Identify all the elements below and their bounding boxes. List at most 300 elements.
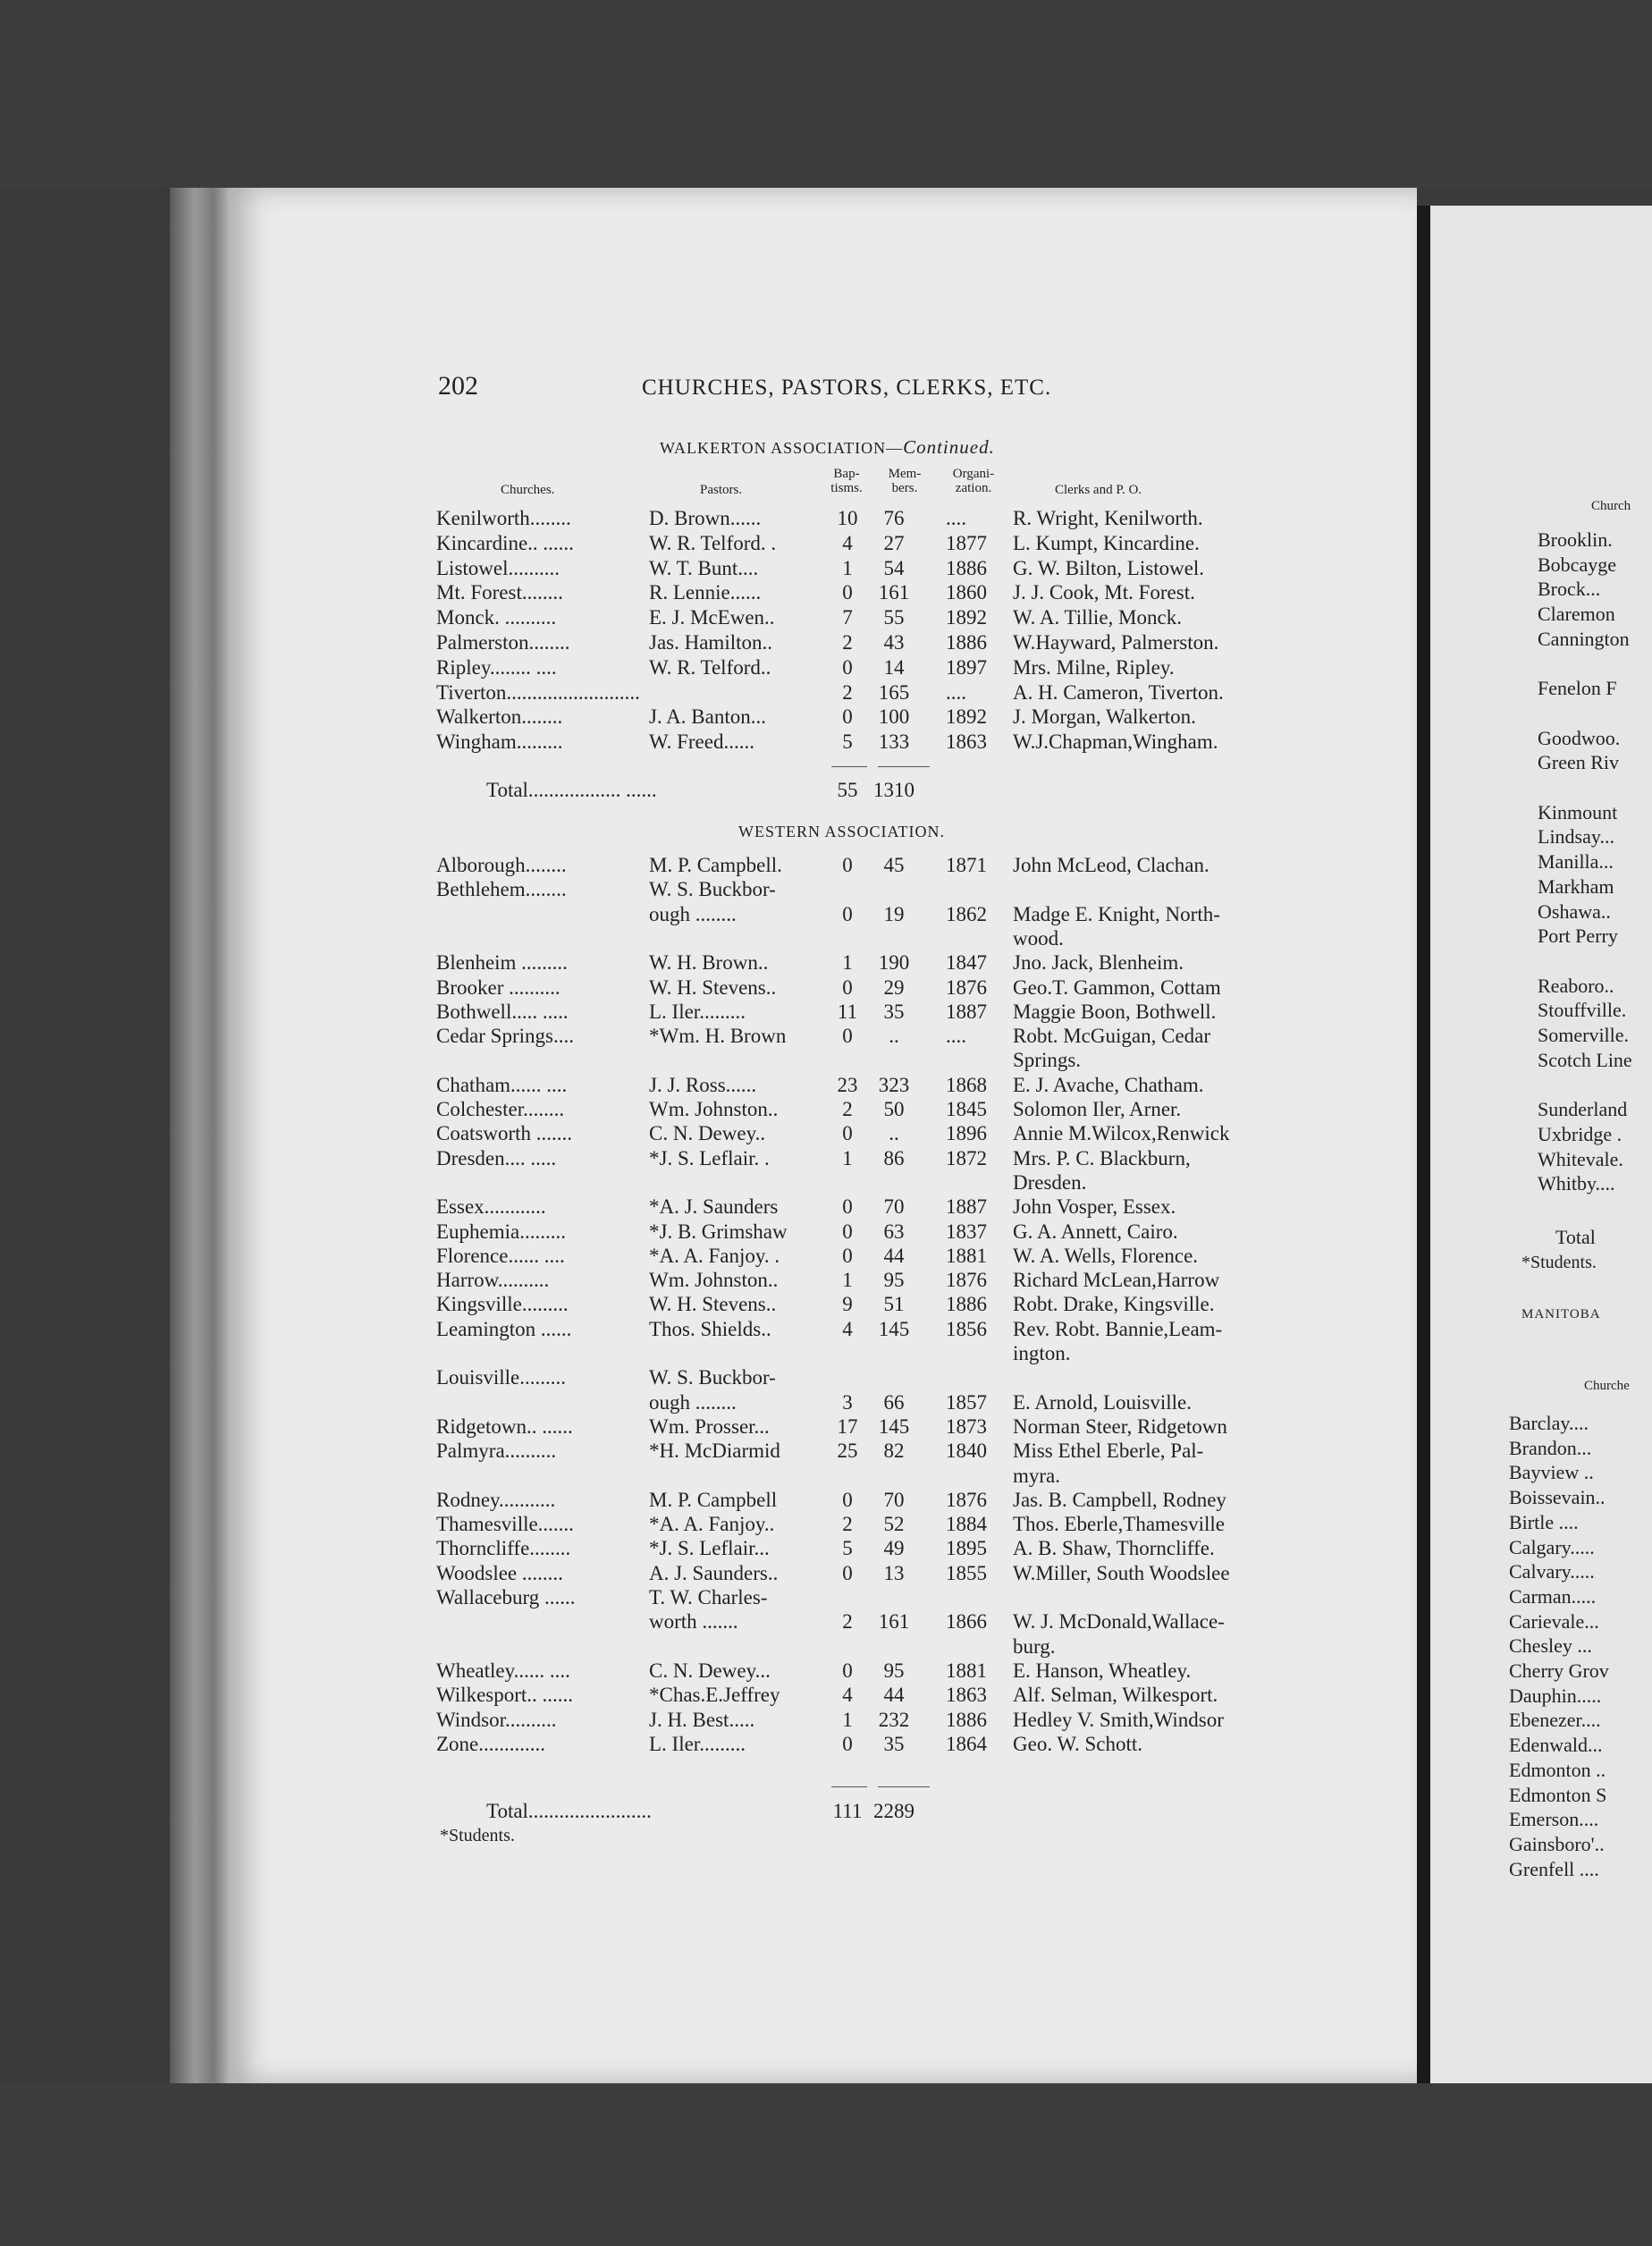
- walkerton-heading: [660, 436, 995, 459]
- header-baptisms-line1: Bap-: [833, 467, 860, 481]
- pastor-cell: J. H. Best.....: [649, 1708, 755, 1731]
- pastor-cell: *Wm. H. Brown: [649, 1025, 787, 1048]
- baptisms-cell: 5: [842, 1537, 853, 1560]
- pastor-cell: *A. A. Fanjoy..: [649, 1513, 775, 1536]
- scan-background-top: [0, 0, 1652, 188]
- right-list-item: Cherry Grov: [1509, 1659, 1609, 1682]
- baptisms-cell: 2: [842, 1610, 853, 1634]
- organization-cell: 1881: [946, 1659, 987, 1682]
- church-cell: Monck. ..........: [436, 606, 557, 629]
- baptisms-cell: 0: [842, 1659, 853, 1682]
- clerk-cell: W.J.Chapman,Wingham.: [1013, 730, 1218, 754]
- church-cell: Zone.............: [436, 1732, 546, 1755]
- clerk-cell: Robt. McGuigan, Cedar: [1013, 1025, 1211, 1048]
- table-row: [436, 1220, 1330, 1245]
- right-list-item: Stouffville.: [1538, 999, 1627, 1022]
- organization-cell: 1860: [946, 581, 987, 604]
- baptisms-cell: 1: [842, 1146, 853, 1169]
- pastor-cell: D. Brown......: [649, 507, 762, 529]
- church-cell: Woodslee ........: [436, 1561, 563, 1584]
- baptisms-cell: 0: [842, 975, 853, 999]
- organization-cell: 1881: [946, 1244, 987, 1267]
- clerk-cell: W.Miller, South Woodslee: [1013, 1561, 1230, 1584]
- church-cell: Windsor..........: [436, 1708, 557, 1731]
- baptisms-cell: 0: [842, 1025, 853, 1048]
- pastor-cell: W. H. Brown..: [649, 951, 769, 975]
- clerk-cell: E. Arnold, Louisville.: [1013, 1390, 1192, 1414]
- table-row: [436, 1024, 1330, 1049]
- pastor-cell: *J. B. Grimshaw: [649, 1220, 788, 1243]
- baptisms-cell: 0: [842, 1122, 853, 1145]
- right-list-item: Dauphin.....: [1509, 1684, 1602, 1707]
- pastor-cell: W. R. Telford. .: [649, 531, 777, 554]
- organization-cell: 1871: [946, 854, 987, 876]
- clerk-cell: Richard McLean,Harrow: [1013, 1269, 1220, 1292]
- church-cell: Ridgetown.. ......: [436, 1414, 573, 1438]
- clerk-cell: Mrs. P. C. Blackburn,: [1013, 1146, 1191, 1169]
- pastor-cell: W. H. Stevens..: [649, 975, 777, 999]
- clerk-cell: W.Hayward, Palmerston.: [1013, 631, 1219, 654]
- clerk-cell: Geo. W. Schott.: [1013, 1732, 1143, 1755]
- members-cell: 161: [878, 1610, 910, 1634]
- right-list-item: Bobcayge: [1538, 553, 1616, 576]
- members-cell: 165: [878, 680, 910, 704]
- right-list-item: Markham: [1538, 874, 1614, 898]
- church-cell: Palmyra..........: [436, 1440, 557, 1463]
- pastor-cell: L. Iler.........: [649, 1732, 746, 1755]
- church-cell: Rodney...........: [436, 1488, 556, 1511]
- right-list-item: Green Riv: [1538, 751, 1620, 774]
- table-row: [436, 605, 1330, 630]
- right-list-item: Brooklin.: [1538, 528, 1613, 551]
- organization-cell: 1868: [946, 1073, 987, 1096]
- baptisms-cell: 9: [842, 1293, 853, 1316]
- members-cell: ..: [889, 1122, 899, 1145]
- table-row: [436, 1659, 1330, 1684]
- table-row: [436, 950, 1330, 975]
- pastor-cell: Wm. Prosser...: [649, 1414, 770, 1438]
- church-cell: Mt. Forest........: [436, 581, 563, 604]
- book-spine: [170, 188, 232, 2083]
- clerk-cell: E. Hanson, Wheatley.: [1013, 1659, 1192, 1682]
- members-cell: 66: [883, 1390, 905, 1414]
- church-cell: Kenilworth........: [436, 507, 571, 529]
- clerk-cell: Miss Ethel Eberle, Pal-: [1013, 1440, 1204, 1463]
- organization-cell: 1840: [946, 1440, 987, 1463]
- church-cell: Wallaceburg ......: [436, 1586, 576, 1609]
- right-list-item: Lindsay...: [1538, 825, 1614, 849]
- right-header-churches-2: Churche: [1584, 1379, 1630, 1393]
- baptisms-cell: 0: [842, 1195, 853, 1219]
- table-row: [436, 1121, 1330, 1146]
- clerk-cell: Robt. Drake, Kingsville.: [1013, 1293, 1215, 1316]
- header-members-line2: bers.: [891, 481, 918, 495]
- baptisms-cell: 2: [842, 680, 853, 704]
- organization-cell: 1887: [946, 1000, 987, 1023]
- total-rule: [831, 766, 867, 767]
- right-list-item: Ebenezer....: [1509, 1709, 1601, 1732]
- members-cell: 35: [883, 1000, 905, 1023]
- table-row: [436, 580, 1330, 605]
- church-cell: Colchester........: [436, 1098, 565, 1120]
- right-list-item: Edenwald...: [1509, 1734, 1603, 1757]
- table-row: [436, 556, 1330, 581]
- church-cell: Thorncliffe........: [436, 1537, 571, 1560]
- running-head: CHURCHES, PASTORS, CLERKS, ETC.: [642, 376, 1052, 400]
- pastor-cell: C. N. Dewey...: [649, 1659, 771, 1682]
- organization-cell: 1892: [946, 705, 987, 729]
- organization-cell: 1866: [946, 1610, 987, 1634]
- baptisms-cell: 0: [842, 902, 853, 925]
- header-baptisms-line2: tisms.: [830, 481, 863, 495]
- church-cell: Cedar Springs....: [436, 1025, 574, 1048]
- right-list-item: Barclay....: [1509, 1412, 1589, 1434]
- pastor-cell: Wm. Johnston..: [649, 1269, 779, 1292]
- members-cell: 55: [883, 606, 905, 629]
- right-list-item: Gainsboro'..: [1509, 1832, 1605, 1855]
- clerk-cell: J. Morgan, Walkerton.: [1013, 705, 1196, 729]
- organization-cell: ....: [946, 1025, 966, 1048]
- right-list-item: Scotch Line: [1538, 1048, 1632, 1071]
- church-cell: Wingham.........: [436, 730, 563, 754]
- table-row: [436, 1292, 1330, 1317]
- members-cell: 323: [878, 1073, 910, 1096]
- right-list-item: Calvary.....: [1509, 1560, 1595, 1583]
- total-label: Total.................. ......: [486, 779, 657, 801]
- table-row: [436, 705, 1330, 730]
- members-cell: 133: [878, 730, 910, 754]
- table-row: [436, 1170, 1330, 1195]
- church-cell: Thamesville.......: [436, 1513, 574, 1536]
- pastor-cell: ough ........: [649, 1390, 737, 1414]
- total-baptisms: 111: [832, 1800, 863, 1822]
- right-list-item: Carievale...: [1509, 1609, 1599, 1633]
- table-row: [436, 1000, 1330, 1025]
- table-row: [436, 1365, 1330, 1390]
- pastor-cell: W. T. Bunt....: [649, 556, 759, 579]
- baptisms-cell: 0: [842, 581, 853, 604]
- baptisms-cell: 4: [842, 1684, 853, 1707]
- right-list-item: Goodwoo.: [1538, 726, 1621, 749]
- table-row: [436, 1512, 1330, 1537]
- scan-background-bottom: [0, 2083, 1652, 2246]
- clerk-cell: G. W. Bilton, Listowel.: [1013, 556, 1205, 579]
- right-manitoba-heading: MANITOBA: [1521, 1307, 1601, 1321]
- clerk-cell: Norman Steer, Ridgetown: [1013, 1414, 1227, 1438]
- right-header-churches: Church: [1591, 499, 1631, 513]
- right-list-item: Oshawa..: [1538, 899, 1611, 923]
- baptisms-cell: 1: [842, 951, 853, 975]
- baptisms-cell: 2: [842, 1513, 853, 1536]
- pastor-cell: W. S. Buckbor-: [649, 878, 776, 901]
- right-list-item: Bayview ..: [1509, 1461, 1594, 1484]
- baptisms-cell: 5: [842, 730, 853, 754]
- right-list-item: Claremon: [1538, 603, 1615, 626]
- right-list-item: Manilla...: [1538, 850, 1614, 874]
- table-row: [436, 630, 1330, 655]
- organization-cell: 1886: [946, 631, 987, 654]
- baptisms-cell: 0: [842, 854, 853, 876]
- church-cell: Brooker ..........: [436, 975, 560, 999]
- table-row: [436, 877, 1330, 902]
- members-cell: 232: [878, 1708, 910, 1731]
- pastor-cell: R. Lennie......: [649, 581, 762, 604]
- table-row: [436, 1244, 1330, 1269]
- clerk-cell: Alf. Selman, Wilkesport.: [1013, 1684, 1218, 1707]
- walkerton-total-row: [436, 778, 1330, 803]
- right-list-item: Uxbridge .: [1538, 1122, 1622, 1145]
- members-cell: 190: [878, 951, 910, 975]
- clerk-cell: wood.: [1013, 926, 1064, 950]
- table-row: [436, 1732, 1330, 1757]
- organization-cell: 1895: [946, 1537, 987, 1560]
- right-list-item: Brandon...: [1509, 1436, 1592, 1459]
- organization-cell: 1847: [946, 951, 987, 975]
- members-cell: 50: [883, 1098, 905, 1120]
- table-row: [436, 1585, 1330, 1610]
- clerk-cell: Mrs. Milne, Ripley.: [1013, 655, 1175, 679]
- right-list-item: Edmonton ..: [1509, 1758, 1606, 1781]
- clerk-cell: G. A. Annett, Cairo.: [1013, 1220, 1178, 1243]
- table-row: [436, 1536, 1330, 1561]
- pastor-cell: *A. A. Fanjoy. .: [649, 1244, 780, 1267]
- organization-cell: 1862: [946, 902, 987, 925]
- pastor-cell: T. W. Charles-: [649, 1586, 768, 1609]
- pastor-cell: *J. S. Leflair. .: [649, 1146, 770, 1169]
- members-cell: 19: [883, 902, 905, 925]
- organization-cell: 1872: [946, 1146, 987, 1169]
- pastor-cell: M. P. Campbell.: [649, 854, 782, 876]
- right-list-item: Brock...: [1538, 578, 1601, 601]
- right-list-item: Carman.....: [1509, 1584, 1597, 1608]
- page-number: 202: [438, 371, 478, 401]
- members-cell: 70: [883, 1488, 905, 1511]
- clerk-cell: R. Wright, Kenilworth.: [1013, 507, 1203, 529]
- clerk-cell: ington.: [1013, 1342, 1071, 1364]
- organization-cell: 1892: [946, 606, 987, 629]
- header-baptisms: [824, 467, 869, 495]
- table-row: [436, 1341, 1330, 1366]
- pastor-cell: Thos. Shields..: [649, 1317, 771, 1340]
- baptisms-cell: 3: [842, 1390, 853, 1414]
- organization-cell: 1863: [946, 730, 987, 754]
- clerk-cell: Springs.: [1013, 1049, 1082, 1072]
- church-cell: Wilkesport.. ......: [436, 1684, 574, 1707]
- church-cell: Chatham...... ....: [436, 1073, 568, 1096]
- total-rule: [878, 766, 930, 767]
- organization-cell: 1886: [946, 1708, 987, 1731]
- total-baptisms: 55: [837, 779, 858, 801]
- organization-cell: 1877: [946, 531, 987, 554]
- pastor-cell: W. Freed......: [649, 730, 754, 754]
- right-students-note: *Students.: [1521, 1253, 1597, 1272]
- organization-cell: 1855: [946, 1561, 987, 1584]
- members-cell: ..: [889, 1025, 899, 1048]
- organization-cell: ....: [946, 680, 966, 704]
- right-list-item: Grenfell ....: [1509, 1857, 1599, 1880]
- table-row: [436, 1268, 1330, 1293]
- table-row: [436, 1317, 1330, 1342]
- organization-cell: 1886: [946, 556, 987, 579]
- church-cell: Dresden.... .....: [436, 1146, 557, 1169]
- baptisms-cell: 0: [842, 705, 853, 729]
- organization-cell: 1857: [946, 1390, 987, 1414]
- table-row: [436, 975, 1330, 1001]
- table-row: [436, 1634, 1330, 1659]
- baptisms-cell: 11: [837, 1000, 858, 1023]
- organization-cell: 1887: [946, 1195, 987, 1219]
- table-row: [436, 1683, 1330, 1708]
- clerk-cell: Rev. Robt. Bannie,Leam-: [1013, 1317, 1223, 1340]
- members-cell: 145: [878, 1414, 910, 1438]
- table-row: [436, 1146, 1330, 1171]
- table-row: [436, 1390, 1330, 1415]
- baptisms-cell: 0: [842, 1732, 853, 1755]
- clerk-cell: Geo.T. Gammon, Cottam: [1013, 975, 1221, 999]
- western-heading: WESTERN ASSOCIATION.: [738, 823, 946, 840]
- walkerton-continued: Continued.: [903, 436, 995, 458]
- baptisms-cell: 0: [842, 1244, 853, 1267]
- western-total-row: [436, 1799, 1330, 1824]
- right-list-item: Fenelon F: [1538, 677, 1617, 700]
- clerk-cell: John Vosper, Essex.: [1013, 1195, 1176, 1219]
- members-cell: 76: [883, 507, 905, 529]
- table-row: [436, 1609, 1330, 1634]
- table-row: [436, 1464, 1330, 1489]
- church-cell: Coatsworth .......: [436, 1122, 573, 1145]
- clerk-cell: Jas. B. Campbell, Rodney: [1013, 1488, 1226, 1511]
- walkerton-title: WALKERTON ASSOCIATION—: [660, 439, 904, 457]
- baptisms-cell: 2: [842, 631, 853, 654]
- baptisms-cell: 2: [842, 1098, 853, 1120]
- organization-cell: 1876: [946, 1269, 987, 1292]
- church-cell: Bothwell..... .....: [436, 1000, 569, 1023]
- church-cell: Kingsville.........: [436, 1293, 569, 1316]
- header-organization: [942, 467, 1005, 495]
- church-cell: Ripley........ ....: [436, 655, 557, 679]
- church-cell: Leamington ......: [436, 1317, 572, 1340]
- header-pastors: Pastors.: [700, 483, 743, 497]
- clerk-cell: W. J. McDonald,Wallace-: [1013, 1610, 1225, 1634]
- members-cell: 13: [883, 1561, 905, 1584]
- clerk-cell: Dresden.: [1013, 1170, 1087, 1194]
- pastor-cell: *H. McDiarmid: [649, 1440, 780, 1463]
- pastor-cell: *Chas.E.Jeffrey: [649, 1684, 780, 1707]
- baptisms-cell: 1: [842, 1708, 853, 1731]
- header-churches: Churches.: [501, 483, 555, 497]
- pastor-cell: W. H. Stevens..: [649, 1293, 777, 1316]
- right-list-item: Emerson....: [1509, 1808, 1599, 1831]
- right-list-item: Boissevain..: [1509, 1486, 1606, 1509]
- church-cell: Alborough........: [436, 854, 567, 876]
- baptisms-cell: 25: [837, 1440, 858, 1463]
- church-cell: Walkerton........: [436, 705, 563, 729]
- members-cell: 44: [883, 1244, 905, 1267]
- right-list-item: Somerville.: [1538, 1024, 1630, 1046]
- right-list-item: Whitby....: [1538, 1172, 1615, 1195]
- members-cell: 43: [883, 631, 905, 654]
- baptisms-cell: 17: [837, 1414, 858, 1438]
- organization-cell: 1876: [946, 1488, 987, 1511]
- total-rule: [878, 1786, 930, 1787]
- church-cell: Palmerston........: [436, 631, 570, 654]
- pastor-cell: A. J. Saunders..: [649, 1561, 779, 1584]
- baptisms-cell: 0: [842, 1220, 853, 1243]
- members-cell: 161: [878, 581, 910, 604]
- right-list-item: Calgary.....: [1509, 1535, 1595, 1558]
- church-cell: Harrow..........: [436, 1269, 550, 1292]
- right-list-item: Sunderland: [1538, 1098, 1628, 1121]
- pastor-cell: E. J. McEwen..: [649, 606, 775, 629]
- total-members: 1310: [873, 779, 914, 801]
- clerk-cell: W. A. Wells, Florence.: [1013, 1244, 1199, 1267]
- members-cell: 35: [883, 1732, 905, 1755]
- organization-cell: 1863: [946, 1684, 987, 1707]
- total-members: 2289: [873, 1800, 914, 1822]
- table-row: [436, 1073, 1330, 1098]
- table-row: [436, 680, 1330, 705]
- pastor-cell: J. J. Ross......: [649, 1073, 757, 1096]
- header-organization-line2: zation.: [955, 481, 992, 495]
- members-cell: 54: [883, 556, 905, 579]
- clerk-cell: A. B. Shaw, Thorncliffe.: [1013, 1537, 1215, 1560]
- members-cell: 70: [883, 1195, 905, 1219]
- members-cell: 52: [883, 1513, 905, 1536]
- organization-cell: 1896: [946, 1122, 987, 1145]
- right-list-item: Edmonton S: [1509, 1783, 1607, 1806]
- members-cell: 100: [878, 705, 910, 729]
- table-row: [436, 902, 1330, 927]
- members-cell: 14: [883, 655, 905, 679]
- header-members: [878, 467, 931, 495]
- clerk-cell: Madge E. Knight, North-: [1013, 902, 1220, 925]
- pastor-cell: C. N. Dewey..: [649, 1122, 766, 1145]
- table-row: [436, 1414, 1330, 1440]
- baptisms-cell: 1: [842, 556, 853, 579]
- clerk-cell: J. J. Cook, Mt. Forest.: [1013, 581, 1195, 604]
- baptisms-cell: 1: [842, 1269, 853, 1292]
- organization-cell: 1845: [946, 1098, 987, 1120]
- organization-cell: 1873: [946, 1414, 987, 1438]
- baptisms-cell: 0: [842, 1561, 853, 1584]
- clerk-cell: Solomon Iler, Arner.: [1013, 1098, 1182, 1120]
- members-cell: 95: [883, 1659, 905, 1682]
- baptisms-cell: 4: [842, 1317, 853, 1340]
- clerk-cell: A. H. Cameron, Tiverton.: [1013, 680, 1224, 704]
- church-cell: Euphemia.........: [436, 1220, 566, 1243]
- table-row: [436, 926, 1330, 951]
- clerk-cell: Annie M.Wilcox,Renwick: [1013, 1122, 1230, 1145]
- table-row: [436, 1439, 1330, 1464]
- pastor-cell: M. P. Campbell: [649, 1488, 778, 1511]
- organization-cell: 1886: [946, 1293, 987, 1316]
- baptisms-cell: 23: [837, 1073, 858, 1096]
- organization-cell: 1897: [946, 655, 987, 679]
- total-rule: [831, 1786, 867, 1787]
- right-list-item: Port Perry: [1538, 925, 1618, 948]
- table-row: [436, 506, 1330, 531]
- baptisms-cell: 0: [842, 655, 853, 679]
- pastor-cell: J. A. Banton...: [649, 705, 766, 729]
- members-cell: 49: [883, 1537, 905, 1560]
- members-cell: 95: [883, 1269, 905, 1292]
- right-list-item: Birtle ....: [1509, 1510, 1579, 1533]
- pastor-cell: Wm. Johnston..: [649, 1098, 779, 1120]
- members-cell: 86: [883, 1146, 905, 1169]
- right-list-item: Cannington: [1538, 627, 1630, 650]
- table-row: [436, 730, 1330, 755]
- church-cell: Kincardine.. ......: [436, 531, 574, 554]
